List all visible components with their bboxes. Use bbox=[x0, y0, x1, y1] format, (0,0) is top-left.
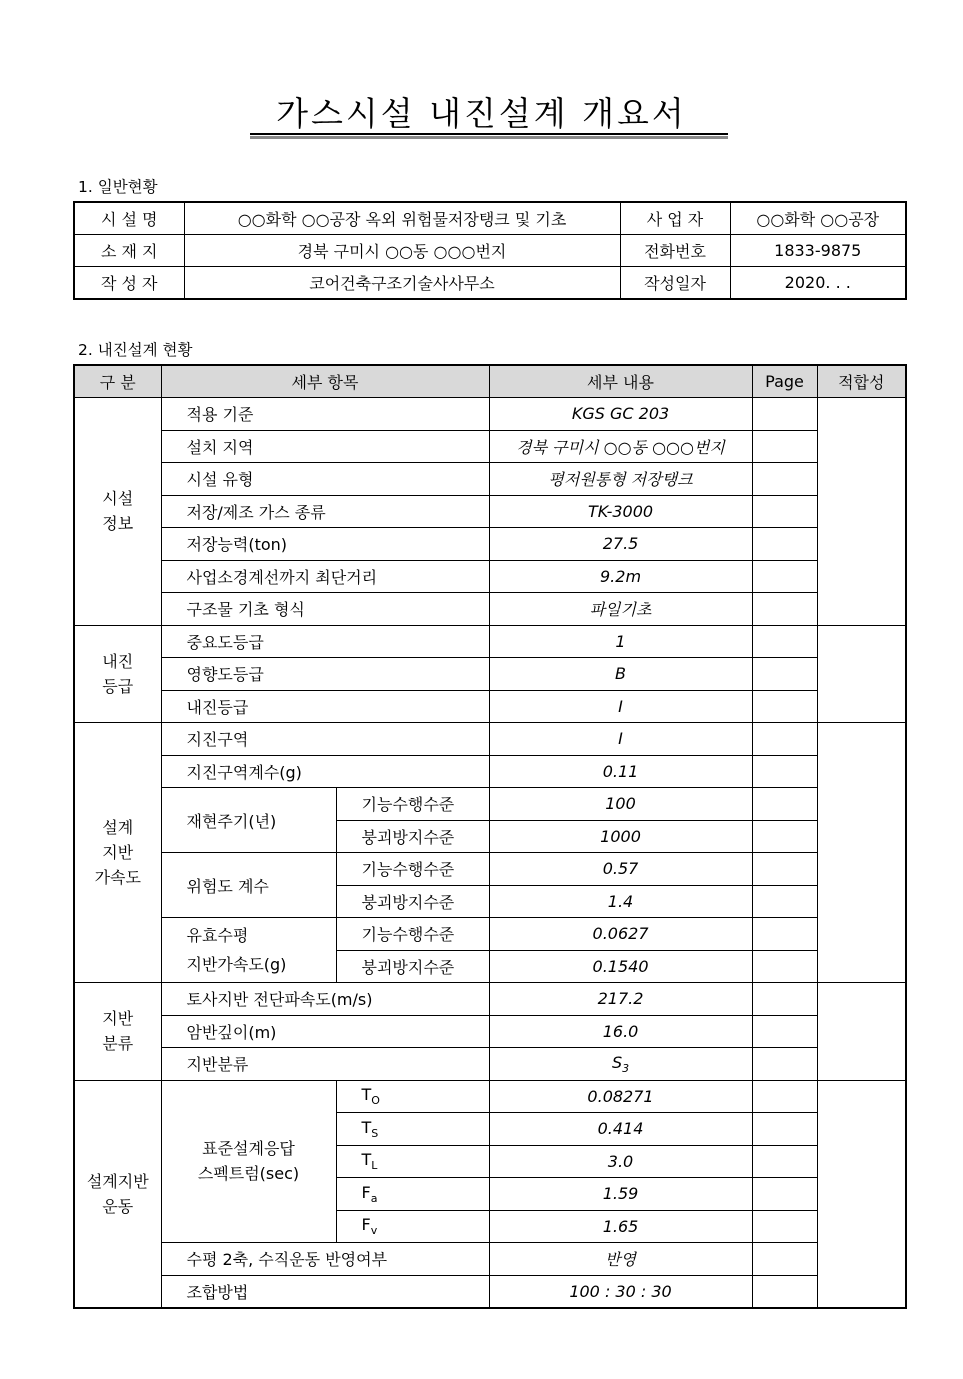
label-date: 작성일자 bbox=[620, 267, 730, 300]
sub-label: 붕괴방지수준 bbox=[336, 820, 489, 853]
item-label: 지반분류 bbox=[161, 1048, 489, 1081]
page-cell bbox=[752, 918, 817, 951]
header-content: 세부 내용 bbox=[489, 365, 752, 398]
sub-label: 붕괴방지수준 bbox=[336, 885, 489, 918]
item-label: 내진등급 bbox=[161, 690, 489, 723]
conformity-cell bbox=[817, 398, 906, 626]
page-cell bbox=[752, 625, 817, 658]
item-value: 100 : 30 : 30 bbox=[489, 1275, 752, 1308]
table-row bbox=[74, 235, 906, 267]
table-row bbox=[74, 1080, 906, 1113]
sub-label: 기능수행수준 bbox=[336, 918, 489, 951]
page-cell bbox=[752, 1243, 817, 1276]
symbol-fa: $F_a$ bbox=[336, 1178, 489, 1211]
item-value: 0.0627 bbox=[489, 918, 752, 951]
page-cell bbox=[752, 1178, 817, 1211]
table-row bbox=[74, 267, 906, 300]
page-cell bbox=[752, 1145, 817, 1178]
item-value: 1.65 bbox=[489, 1210, 752, 1243]
group-ground-motion: 설계지반 운동 bbox=[74, 1080, 161, 1308]
page-cell bbox=[752, 1048, 817, 1081]
item-label: 설치 지역 bbox=[161, 430, 489, 463]
sub-label: 기능수행수준 bbox=[336, 788, 489, 821]
page-cell bbox=[752, 495, 817, 528]
item-value: 0.1540 bbox=[489, 950, 752, 983]
sub-label: 기능수행수준 bbox=[336, 853, 489, 886]
item-value: 217.2 bbox=[489, 983, 752, 1016]
label-phone: 전화번호 bbox=[620, 235, 730, 267]
section2-heading: 2. 내진설계 현황 bbox=[78, 341, 193, 359]
item-label: 암반깊이(m) bbox=[161, 1015, 489, 1048]
title-underline bbox=[250, 133, 728, 135]
table-row bbox=[74, 690, 906, 723]
table-row bbox=[74, 755, 906, 788]
page-cell bbox=[752, 658, 817, 691]
item-value: 0.414 bbox=[489, 1113, 752, 1146]
section1-heading: 1. 일반현황 bbox=[78, 178, 158, 196]
header-conformity: 적합성 bbox=[817, 365, 906, 398]
value-phone: 1833-9875 bbox=[730, 235, 906, 267]
value-author: 코어건축구조기술사사무소 bbox=[184, 267, 620, 300]
symbol-fv: $F_v$ bbox=[336, 1210, 489, 1243]
header-category: 구 분 bbox=[74, 365, 161, 398]
item-value: 100 bbox=[489, 788, 752, 821]
item-value: 1.4 bbox=[489, 885, 752, 918]
item-label: 중요도등급 bbox=[161, 625, 489, 658]
header-page: Page bbox=[752, 365, 817, 398]
page-cell bbox=[752, 1210, 817, 1243]
item-value: 1 bbox=[489, 625, 752, 658]
page-cell bbox=[752, 690, 817, 723]
item-value: 평저원통형 저장탱크 bbox=[489, 463, 752, 496]
page-cell bbox=[752, 820, 817, 853]
table-row bbox=[74, 430, 906, 463]
page-cell bbox=[752, 1080, 817, 1113]
group-facility: 시설 정보 bbox=[74, 398, 161, 626]
table-row bbox=[74, 723, 906, 756]
group-seismic-grade: 내진 등급 bbox=[74, 625, 161, 723]
title-underline-shadow bbox=[250, 136, 728, 139]
page-cell bbox=[752, 788, 817, 821]
item-value: 파일기초 bbox=[489, 593, 752, 626]
item-label: 적용 기준 bbox=[161, 398, 489, 431]
item-label: 구조물 기초 형식 bbox=[161, 593, 489, 626]
item-label: 지진구역계수(g) bbox=[161, 755, 489, 788]
conformity-cell bbox=[817, 625, 906, 723]
table-row bbox=[74, 593, 906, 626]
table-row bbox=[74, 625, 906, 658]
page-cell bbox=[752, 755, 817, 788]
page-cell bbox=[752, 983, 817, 1016]
symbol-ts: $T_S$ bbox=[336, 1113, 489, 1146]
item-label: 위험도 계수 bbox=[161, 853, 336, 918]
page-cell bbox=[752, 398, 817, 431]
value-date: 2020. . . bbox=[730, 267, 906, 300]
table-row bbox=[74, 202, 906, 235]
page-cell bbox=[752, 853, 817, 886]
page-cell bbox=[752, 1275, 817, 1308]
seismic-design-table bbox=[73, 364, 907, 1309]
value-operator: ○○화학 ○○공장 bbox=[730, 202, 906, 235]
table-row bbox=[74, 853, 906, 886]
group-ground: 지반 분류 bbox=[74, 983, 161, 1081]
item-label: 토사지반 전단파속도(m/s) bbox=[161, 983, 489, 1016]
table-row bbox=[74, 1015, 906, 1048]
table-row bbox=[74, 1243, 906, 1276]
item-value: 반영 bbox=[489, 1243, 752, 1276]
general-info-table bbox=[73, 201, 907, 300]
table-row bbox=[74, 983, 906, 1016]
item-value: $S_3$ bbox=[489, 1048, 752, 1081]
item-label-spectrum: 표준설계응답 스펙트럼(sec) bbox=[161, 1080, 336, 1243]
page-cell bbox=[752, 463, 817, 496]
label-facility-name: 시 설 명 bbox=[74, 202, 184, 235]
page-cell bbox=[752, 1113, 817, 1146]
item-label: 조합방법 bbox=[161, 1275, 489, 1308]
table-row bbox=[74, 788, 906, 821]
document-title: 가스시설 내진설계 개요서 bbox=[276, 94, 687, 133]
label-location: 소 재 지 bbox=[74, 235, 184, 267]
item-value: 경북 구미시 ○○동 ○○○번지 bbox=[489, 430, 752, 463]
item-value: 0.57 bbox=[489, 853, 752, 886]
item-value: KGS GC 203 bbox=[489, 398, 752, 431]
table-row bbox=[74, 495, 906, 528]
page-cell bbox=[752, 430, 817, 463]
item-label: 사업소경계선까지 최단거리 bbox=[161, 560, 489, 593]
item-value: 27.5 bbox=[489, 528, 752, 561]
table-row bbox=[74, 398, 906, 431]
symbol-tl: $T_L$ bbox=[336, 1145, 489, 1178]
item-label: 저장/제조 가스 종류 bbox=[161, 495, 489, 528]
sub-label: 붕괴방지수준 bbox=[336, 950, 489, 983]
conformity-cell bbox=[817, 723, 906, 983]
value-location: 경북 구미시 ○○동 ○○○번지 bbox=[184, 235, 620, 267]
item-value: 0.11 bbox=[489, 755, 752, 788]
page-cell bbox=[752, 560, 817, 593]
item-value: 1.59 bbox=[489, 1178, 752, 1211]
item-label: 유효수평 지반가속도(g) bbox=[161, 918, 336, 983]
item-label: 영향도등급 bbox=[161, 658, 489, 691]
table-row bbox=[74, 918, 906, 951]
item-value: 0.08271 bbox=[489, 1080, 752, 1113]
value-facility-name: ○○화학 ○○공장 옥외 위험물저장탱크 및 기초 bbox=[184, 202, 620, 235]
item-value: 1000 bbox=[489, 820, 752, 853]
item-value: 9.2m bbox=[489, 560, 752, 593]
page-cell bbox=[752, 723, 817, 756]
page-cell bbox=[752, 950, 817, 983]
item-value: B bbox=[489, 658, 752, 691]
table-row bbox=[74, 1275, 906, 1308]
conformity-cell bbox=[817, 983, 906, 1081]
item-value: I bbox=[489, 690, 752, 723]
symbol-t0: $T_O$ bbox=[336, 1080, 489, 1113]
table-header-row bbox=[74, 365, 906, 398]
table-row bbox=[74, 463, 906, 496]
header-item: 세부 항목 bbox=[161, 365, 489, 398]
item-label: 저장능력(ton) bbox=[161, 528, 489, 561]
item-label: 수평 2축, 수직운동 반영여부 bbox=[161, 1243, 489, 1276]
table-row bbox=[74, 658, 906, 691]
page-cell bbox=[752, 528, 817, 561]
item-value: I bbox=[489, 723, 752, 756]
item-value: 3.0 bbox=[489, 1145, 752, 1178]
label-author: 작 성 자 bbox=[74, 267, 184, 300]
item-label: 재현주기(년) bbox=[161, 788, 336, 853]
item-value: 16.0 bbox=[489, 1015, 752, 1048]
conformity-cell bbox=[817, 1080, 906, 1308]
table-row bbox=[74, 1048, 906, 1081]
label-operator: 사 업 자 bbox=[620, 202, 730, 235]
page-cell bbox=[752, 885, 817, 918]
group-design-accel: 설계 지반 가속도 bbox=[74, 723, 161, 983]
item-label: 지진구역 bbox=[161, 723, 489, 756]
page-cell bbox=[752, 1015, 817, 1048]
page-cell bbox=[752, 593, 817, 626]
item-value: TK-3000 bbox=[489, 495, 752, 528]
table-row bbox=[74, 528, 906, 561]
table-row bbox=[74, 560, 906, 593]
item-label: 시설 유형 bbox=[161, 463, 489, 496]
